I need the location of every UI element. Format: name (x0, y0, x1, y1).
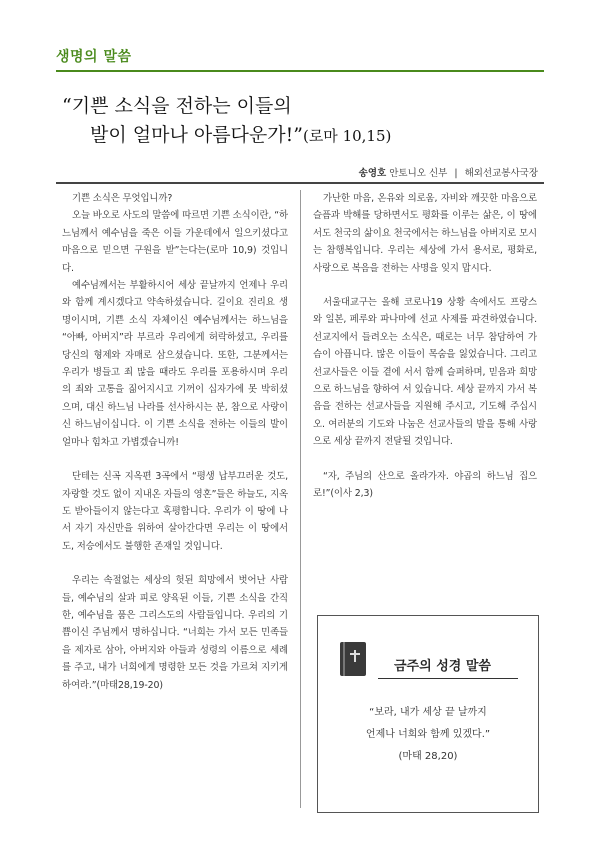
byline (359, 165, 538, 179)
title-reference: (로마 10,15) (302, 127, 392, 145)
article-title (62, 92, 542, 151)
verse-box-rule (378, 678, 518, 679)
title-line-1: “기쁜 소식을 전하는 이들의 (62, 95, 292, 117)
bible-icon (340, 642, 366, 676)
verse-line: “보라, 내가 세상 끝 날까지 (369, 707, 487, 718)
author-role: 안토니오 신부 (389, 168, 448, 179)
paragraph: 예수님께서는 부활하시어 세상 끝날까지 언제나 우리와 함께 계시겠다고 약속하셨습니다. 길이요 진리요 생명이시며, 기쁜 소식 자체이신 예수님께서는 하느님을 “아빠, 아버지”라 부르라 우리에게 허락하셨고, 우리를 당신의 형제와 자매로 삼으셨습니다. 또한, 그분께서는 우리가 병들고 죄 많을 때라도 우리를 포용하시며 우리의 죄와 고통을 짊어지시고 기꺼이 십자가에 못 박히셨으며, 대신 하느님 나라를 선사하시는 분, 참으로 사랑이신 하느님이십니다. 이 기쁜 소식을 전하는 이들의 발이 얼마나 힘차고 가볍겠습니까! (62, 280, 288, 448)
header-rule (56, 182, 544, 184)
title-line-2-text: 발이 얼마나 아름다운가!” (90, 124, 303, 146)
weekly-verse-box (317, 615, 539, 813)
author-department: 해외선교봉사국장 (464, 168, 538, 179)
paragraph: “자, 주님의 산으로 올라가자. 야곱의 하느님 집으로!”(이사 2,3) (313, 470, 537, 500)
paragraph: 단테는 신곡 지옥편 3곡에서 “평생 납부끄러운 것도, 자랑할 것도 없이 지내온 자들의 영혼”들은 하늘도, 지옥도 받아들이지 않는다고 혹평합니다. 우리가 이 땅에 나서 자기 자신만을 위하여 살아간다면 우리는 이 땅에서도, 저승에서도 불행한 존재일 것입니다. (62, 471, 288, 552)
verse-line: 언제나 너희와 함께 있겠다.” (365, 729, 491, 740)
section-label: 생명의 말씀 (56, 49, 132, 65)
byline-separator: | (454, 168, 458, 179)
author-name: 송영호 (358, 168, 387, 179)
verse-text (318, 702, 538, 768)
paragraph: 우리는 속절없는 세상의 헛된 희망에서 벗어난 사람들, 예수님의 살과 피로 양육된 이들, 기쁜 소식을 간직한, 예수님을 품은 그리스도의 사람들입니다. 우리의 기쁨이신 주님께서 명하십니다. “너희는 가서 모든 민족들을 제자로 삼아, 아버지와 아들과 성령의 이름으로 세례를 주고, 내가 너희에게 명령한 모든 것을 가르쳐 지키게 하여라.”(마태28,19-20) (62, 575, 288, 691)
left-column (62, 190, 288, 694)
title-line-2 (62, 121, 542, 151)
paragraph: 오늘 바오로 사도의 말씀에 따르면 기쁜 소식이란, “하느님께서 예수님을 죽은 이들 가운데에서 일으키셨다고 마음으로 믿으면 구원을 받”는다는(로마 10,9) 것입니다. (62, 210, 288, 274)
paragraph: 기쁜 소식은 무엇입니까? (72, 193, 173, 204)
verse-reference: (마태 28,20) (398, 751, 458, 762)
section-rule (56, 70, 544, 72)
paragraph: 가난한 마음, 온유와 의로움, 자비와 깨끗한 마음으로 슬픔과 박해를 당하면서도 평화를 이루는 삶은, 이 땅에서도 천국의 삶이요 천국에서는 하느님을 아버지로 모시는 참행복입니다. 우리는 세상에 가서 용서로, 평화로, 사랑으로 복음을 전하는 사명을 잊지 맙시다. (313, 193, 537, 274)
right-column (313, 190, 537, 503)
column-divider (300, 190, 301, 808)
paragraph: 서울대교구는 올해 코로나19 상황 속에서도 프랑스와 일본, 페루와 파나마에 선교 사제를 파견하였습니다. 선교지에서 들려오는 소식은, 때로는 너무 참담하여 가슴이 아픕니다. 많은 이들이 목숨을 잃었습니다. 그리고 선교사들은 이들 곁에 서서 함께 슬퍼하며, 믿음과 희망으로 하느님을 향하여 서 있습니다. 세상 끝까지 가서 복음을 전하는 선교사들을 지원해 주시고, 기도해 주십시오. 여러분의 기도와 나눔은 선교사들의 발을 통해 사랑으로 세상 끝까지 전달될 것입니다. (313, 297, 537, 448)
verse-box-title: 금주의 성경 말씀 (394, 659, 491, 674)
